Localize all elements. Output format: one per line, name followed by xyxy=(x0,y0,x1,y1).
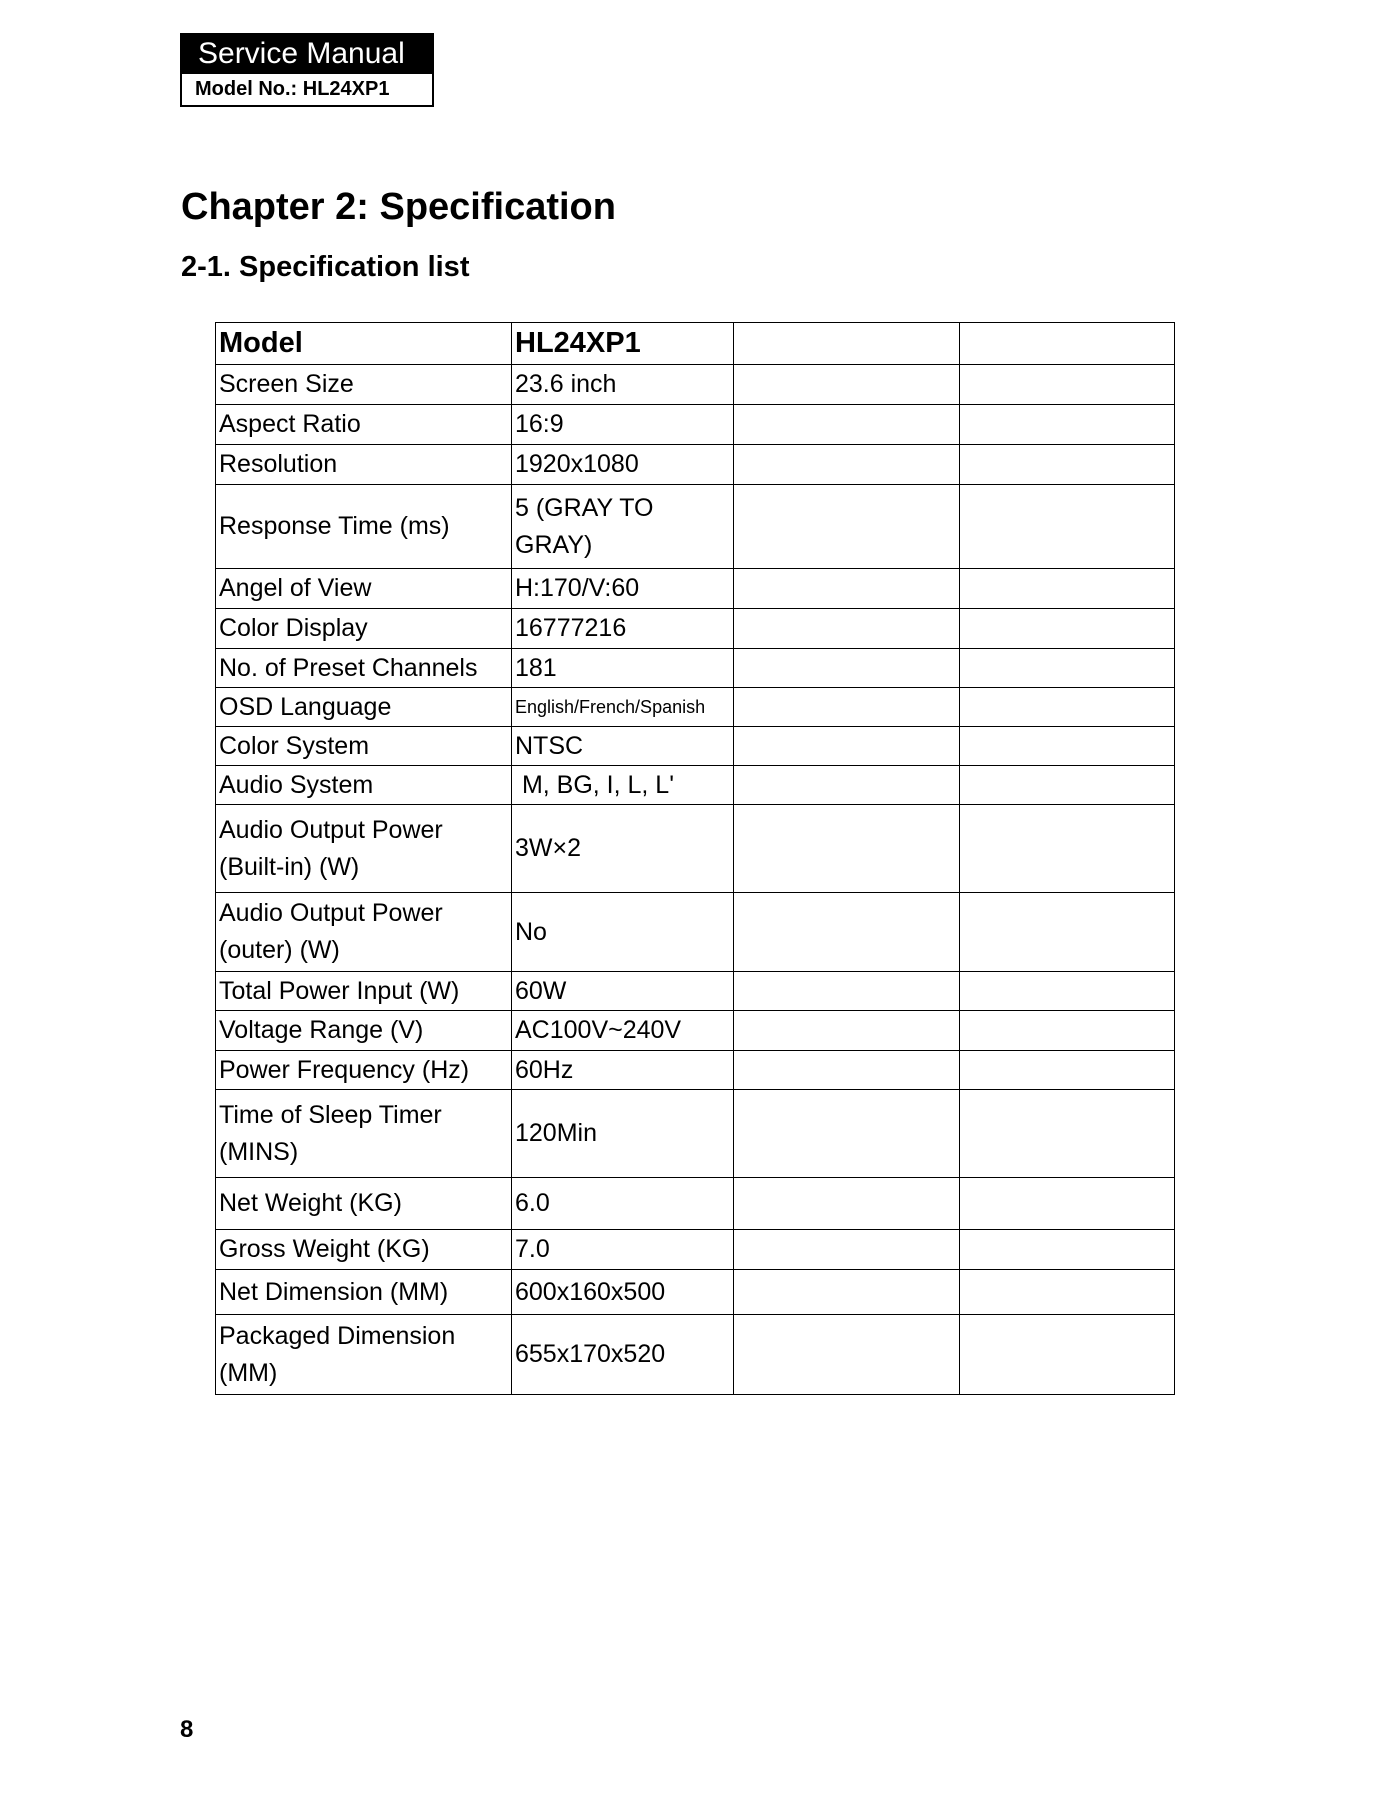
spec-label: Response Time (ms) xyxy=(216,485,512,569)
empty-cell xyxy=(960,805,1175,893)
spec-value: 600x160x500 xyxy=(512,1270,734,1315)
empty-cell xyxy=(960,1270,1175,1315)
empty-cell xyxy=(960,445,1175,485)
chapter-title: Chapter 2: Specification xyxy=(181,186,616,228)
empty-cell xyxy=(734,727,960,766)
spec-label: OSD Language xyxy=(216,688,512,727)
spec-value: NTSC xyxy=(512,727,734,766)
spec-table xyxy=(215,322,1175,1395)
spec-label: Resolution xyxy=(216,445,512,485)
empty-cell xyxy=(960,972,1175,1011)
spec-label: Total Power Input (W) xyxy=(216,972,512,1011)
spec-value: English/French/Spanish xyxy=(512,688,734,727)
table-row xyxy=(216,1230,1175,1270)
header-box xyxy=(180,33,434,107)
table-row xyxy=(216,972,1175,1011)
empty-cell xyxy=(960,569,1175,609)
spec-value: 120Min xyxy=(512,1090,734,1178)
spec-value: 1920x1080 xyxy=(512,445,734,485)
spec-label: Color System xyxy=(216,727,512,766)
empty-cell xyxy=(734,1230,960,1270)
spec-value: AC100V~240V xyxy=(512,1011,734,1051)
header-model-label: Model No.: HL24XP1 xyxy=(195,78,390,100)
spec-value: 60W xyxy=(512,972,734,1011)
header-cell-model-value: HL24XP1 xyxy=(512,323,734,365)
empty-cell xyxy=(734,688,960,727)
empty-cell xyxy=(734,1270,960,1315)
spec-label: Gross Weight (KG) xyxy=(216,1230,512,1270)
header-cell-empty xyxy=(960,323,1175,365)
empty-cell xyxy=(960,365,1175,405)
empty-cell xyxy=(734,1011,960,1051)
spec-value: 5 (GRAY TO GRAY) xyxy=(512,485,734,569)
empty-cell xyxy=(960,1051,1175,1090)
spec-value: 7.0 xyxy=(512,1230,734,1270)
table-row xyxy=(216,405,1175,445)
empty-cell xyxy=(960,485,1175,569)
table-row xyxy=(216,445,1175,485)
spec-label: Power Frequency (Hz) xyxy=(216,1051,512,1090)
table-row xyxy=(216,893,1175,972)
table-row xyxy=(216,485,1175,569)
table-row xyxy=(216,766,1175,805)
spec-label: Screen Size xyxy=(216,365,512,405)
empty-cell xyxy=(734,445,960,485)
empty-cell xyxy=(734,893,960,972)
empty-cell xyxy=(734,1178,960,1230)
table-row xyxy=(216,609,1175,649)
spec-label: Packaged Dimension (MM) xyxy=(216,1315,512,1395)
table-row xyxy=(216,1090,1175,1178)
table-row xyxy=(216,1270,1175,1315)
spec-value: 3W×2 xyxy=(512,805,734,893)
empty-cell xyxy=(960,688,1175,727)
empty-cell xyxy=(960,609,1175,649)
empty-cell xyxy=(960,1230,1175,1270)
spec-label: Audio Output Power (outer) (W) xyxy=(216,893,512,972)
empty-cell xyxy=(960,766,1175,805)
empty-cell xyxy=(734,766,960,805)
spec-label: Aspect Ratio xyxy=(216,405,512,445)
spec-value: No xyxy=(512,893,734,972)
empty-cell xyxy=(734,365,960,405)
empty-cell xyxy=(960,727,1175,766)
spec-value: 60Hz xyxy=(512,1051,734,1090)
empty-cell xyxy=(734,1315,960,1395)
spec-label: Audio Output Power (Built-in) (W) xyxy=(216,805,512,893)
empty-cell xyxy=(960,405,1175,445)
empty-cell xyxy=(960,649,1175,688)
spec-label: Audio System xyxy=(216,766,512,805)
table-row xyxy=(216,1315,1175,1395)
empty-cell xyxy=(960,1178,1175,1230)
empty-cell xyxy=(960,1011,1175,1051)
spec-value: 181 xyxy=(512,649,734,688)
table-row xyxy=(216,365,1175,405)
spec-label: Color Display xyxy=(216,609,512,649)
spec-value: 16777216 xyxy=(512,609,734,649)
empty-cell xyxy=(734,405,960,445)
empty-cell xyxy=(734,1090,960,1178)
spec-value: M, BG, I, L, L' xyxy=(512,766,734,805)
spec-value: H:170/V:60 xyxy=(512,569,734,609)
empty-cell xyxy=(960,1090,1175,1178)
header-cell-empty xyxy=(734,323,960,365)
section-title: 2-1. Specification list xyxy=(181,251,470,283)
spec-label: Voltage Range (V) xyxy=(216,1011,512,1051)
page-number: 8 xyxy=(180,1716,194,1743)
table-row xyxy=(216,688,1175,727)
header-title: Service Manual xyxy=(182,35,432,74)
spec-value: 6.0 xyxy=(512,1178,734,1230)
spec-label: Time of Sleep Timer (MINS) xyxy=(216,1090,512,1178)
table-row xyxy=(216,805,1175,893)
spec-value: 655x170x520 xyxy=(512,1315,734,1395)
empty-cell xyxy=(734,569,960,609)
table-row xyxy=(216,569,1175,609)
table-row xyxy=(216,1178,1175,1230)
spec-value: 16:9 xyxy=(512,405,734,445)
table-row xyxy=(216,1011,1175,1051)
empty-cell xyxy=(734,649,960,688)
header-cell-model: Model xyxy=(216,323,512,365)
empty-cell xyxy=(734,805,960,893)
empty-cell xyxy=(734,1051,960,1090)
spec-label: Net Weight (KG) xyxy=(216,1178,512,1230)
table-row xyxy=(216,649,1175,688)
table-row xyxy=(216,727,1175,766)
empty-cell xyxy=(960,893,1175,972)
spec-label: Angel of View xyxy=(216,569,512,609)
empty-cell xyxy=(960,1315,1175,1395)
spec-label: No. of Preset Channels xyxy=(216,649,512,688)
empty-cell xyxy=(734,485,960,569)
empty-cell xyxy=(734,972,960,1011)
spec-label: Net Dimension (MM) xyxy=(216,1270,512,1315)
table-header-row xyxy=(216,323,1175,365)
spec-value: 23.6 inch xyxy=(512,365,734,405)
table-row xyxy=(216,1051,1175,1090)
empty-cell xyxy=(734,609,960,649)
